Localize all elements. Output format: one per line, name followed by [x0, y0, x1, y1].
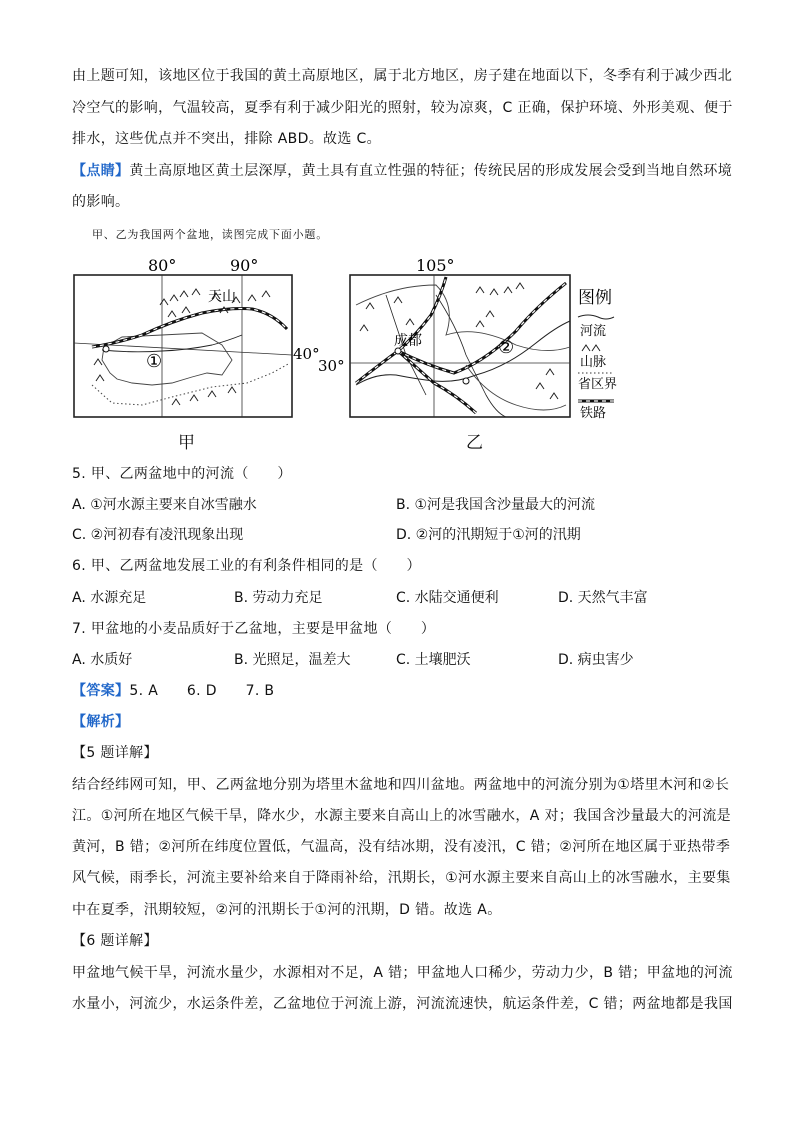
river-yangtze	[356, 321, 570, 385]
paragraph-line: 由上题可知，该地区位于我国的黄土高原地区，属于北方地区，房子建在地面以下，冬季有利于减少西北	[72, 68, 733, 84]
tianshan-label: 天山	[208, 289, 236, 305]
paragraph-line: 冷空气的影响，气温较高，夏季有利于减少阳光的照射，较为凉爽，C 正确，保护环境、外形美观、便于	[72, 100, 733, 116]
map-yi-caption: 乙	[466, 433, 483, 453]
map-jia	[72, 255, 320, 455]
answer-line	[72, 681, 274, 701]
detail6-line: 水量小，河流少，水运条件差，乙盆地位于河流上游，河流流速快，航运条件差，C 错；两盆地都是我国	[72, 996, 733, 1012]
map-yi-frame	[350, 275, 570, 417]
lon-80-label: 80°	[148, 256, 177, 275]
q6-option-d: D. 天然气丰富	[558, 590, 648, 606]
detail5-tag: 【5 题详解】	[72, 745, 158, 761]
q6-option-c: C. 水陆交通便利	[396, 590, 499, 606]
detail5-line: 结合经纬网可知，甲、乙两盆地分别为塔里木盆地和四川盆地。两盆地中的河流分别为①塔里木河和②长	[72, 777, 730, 793]
detail6-tag: 【6 题详解】	[72, 933, 158, 949]
map-jia-caption: 甲	[178, 433, 195, 453]
q6-stem: 6. 甲、乙两盆地发展工业的有利条件相同的是（ ）	[72, 558, 421, 574]
q7-option-a: A. 水质好	[72, 652, 133, 668]
dianjing-text: 黄土高原地区黄土层深厚，黄土具有直立性强的特征；传统民居的形成发展会受到当地自然环境	[129, 163, 733, 179]
legend-railway-label: 铁路	[580, 406, 607, 421]
q7-option-d: D. 病虫害少	[558, 652, 634, 668]
q6-option-a: A. 水源充足	[72, 590, 147, 606]
legend-title: 图例	[578, 288, 612, 308]
map-yi	[316, 255, 626, 455]
q6-option-b: B. 劳动力充足	[234, 590, 323, 606]
dianjing-line2: 的影响。	[72, 194, 130, 210]
detail6-line: 甲盆地气候干旱，河流水量少，水源相对不足，A 错；甲盆地人口稀少，劳动力少，B 错；甲盆地的河流	[72, 965, 733, 981]
lon-105-label: 105°	[416, 256, 455, 275]
q7-option-b: B. 光照足，温差大	[234, 652, 351, 668]
detail5-line: 江。①河所在地区气候干旱，降水少，水源主要来自高山上的冰雪融水，A 对；我国含沙量最大的河流是	[72, 808, 732, 824]
legend-river-icon	[578, 315, 614, 319]
analysis-tag	[72, 712, 129, 732]
detail5-line: 风气候，雨季长，河流主要补给来自于降雨补给，汛期长，①河水源主要来自高山上的冰雪融水，主要集	[72, 870, 731, 886]
dianjing-tag: 【点睛】	[72, 163, 130, 179]
paragraph-line: 排水，这些优点并不突出，排除 ABD。故选 C。	[72, 131, 382, 147]
railway-jia	[92, 309, 287, 348]
legend-boundary-label: 省区界	[578, 377, 618, 392]
answer-tag: 【答案】	[72, 683, 130, 699]
legend-mountain-icon	[582, 345, 600, 351]
river-tarim	[102, 335, 242, 352]
q7-option-c: C. 土壤肥沃	[396, 652, 471, 668]
mountain-range	[94, 289, 270, 405]
legend-mountain-label: 山脉	[580, 355, 607, 370]
answer-text: 5. A 6. D 7. B	[129, 683, 275, 699]
detail5-line: 中在夏季，汛期较短，②河的汛期长于①河的汛期，D 错。故选 A。	[72, 902, 502, 918]
q5-option-a: A. ①河水源主要来自冰雪融水	[72, 497, 257, 513]
mountain-range	[360, 283, 558, 399]
city-dot	[103, 346, 109, 352]
lat-30-label: 30°	[318, 357, 345, 375]
city-dot	[463, 378, 469, 384]
railway-yi	[356, 277, 566, 413]
dianjing-line	[72, 161, 732, 181]
q5-option-d: D. ②河的汛期短于①河的汛期	[396, 527, 581, 543]
lon-90-label: 90°	[230, 256, 259, 275]
basin-2-marker: ②	[498, 337, 515, 358]
legend-river-label: 河流	[580, 324, 607, 339]
analysis-tag-text: 【解析】	[72, 714, 130, 730]
q5-option-c: C. ②河初春有凌汛现象出现	[72, 527, 244, 543]
q7-stem: 7. 甲盆地的小麦品质好于乙盆地，主要是甲盆地（ ）	[72, 621, 436, 637]
question-intro: 甲、乙为我国两个盆地，读图完成下面小题。	[92, 228, 328, 241]
detail5-line: 黄河，B 错；②河所在纬度位置低，气温高，没有结冰期，没有凌汛，C 错；②河所在地区属于亚热带季	[72, 839, 731, 855]
chengdu-label: 成都	[394, 333, 422, 349]
basin-1-marker: ①	[146, 351, 163, 372]
q5-option-b: B. ①河是我国含沙量最大的河流	[396, 497, 596, 513]
lat-40-label: 40°	[293, 345, 320, 363]
q5-stem: 5. 甲、乙两盆地中的河流（ ）	[72, 466, 292, 482]
